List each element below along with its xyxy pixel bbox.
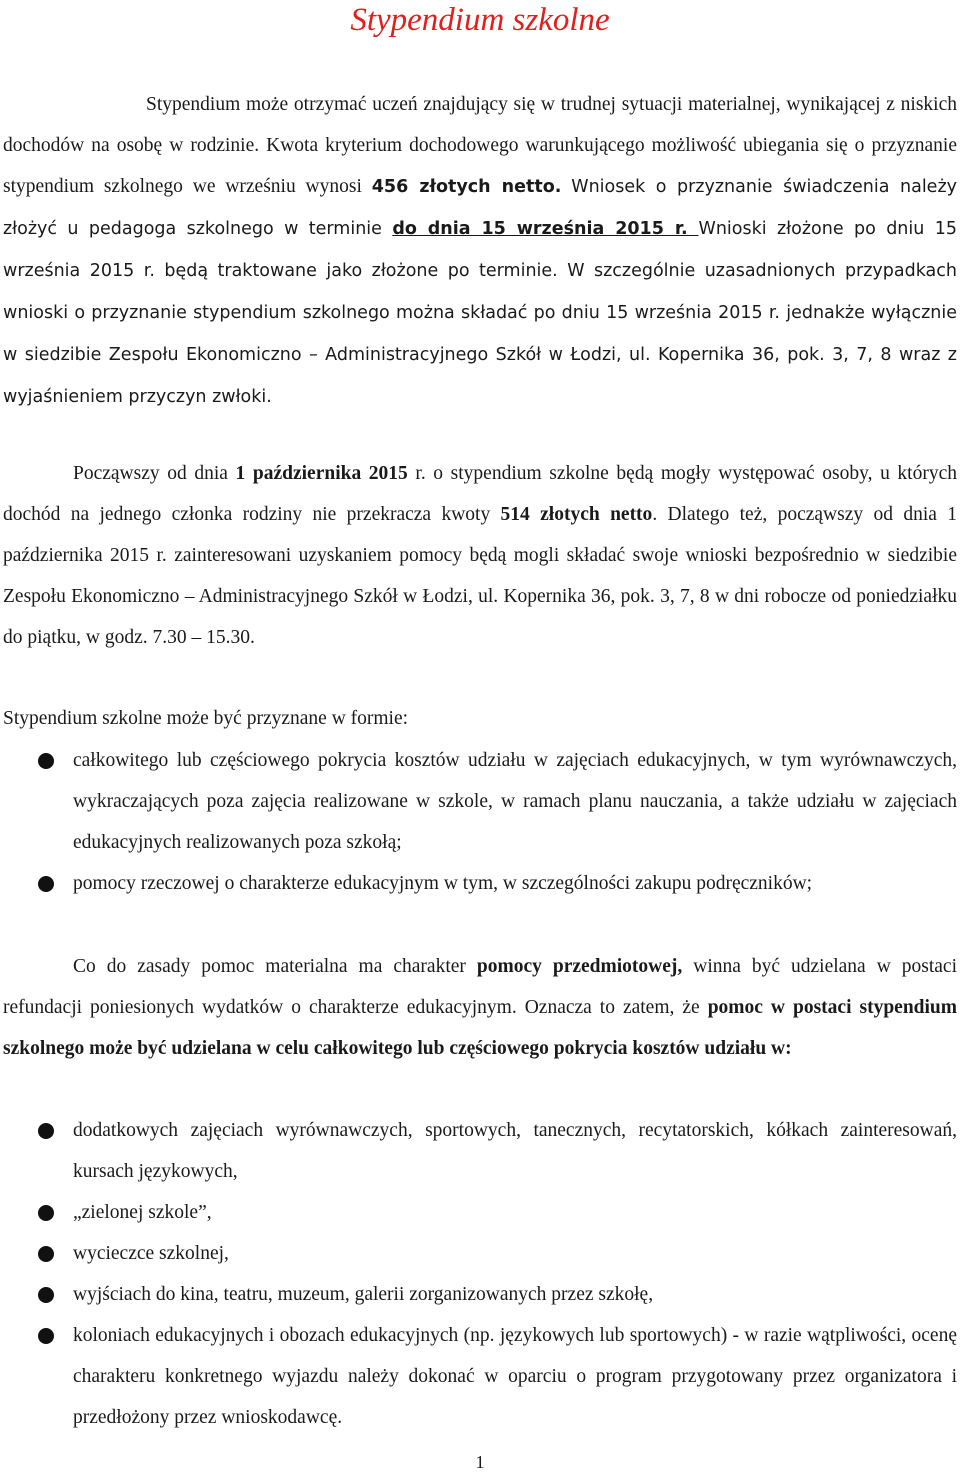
bold-phrase: pomocy przedmiotowej, (476, 956, 683, 977)
list-item-text: „zielonej szkole”, (73, 1202, 212, 1223)
list-item-text: dodatkowych zajęciach wyrównawczych, sportowych, tanecznych, recytatorskich, kółkach zainteresowań, kursach językowych, (73, 1120, 957, 1182)
forms-intro: Stypendium szkolne może być przyznane w formie: (3, 708, 409, 729)
paragraph-income-criterion (3, 84, 957, 418)
income-amount-bold: 514 złotych netto (500, 504, 653, 525)
list-item (0, 1233, 957, 1274)
list-item (0, 1192, 957, 1233)
income-amount-bold: 456 złotych netto. (371, 177, 562, 197)
bullet-icon (38, 1123, 54, 1139)
list-item-text: całkowitego lub częściowego pokrycia kosztów udziału w zajęciach edukacyjnych, w tym wyrównawczych, wykraczających poza zajęcia realizowane w szkole, w ramach planu nauczania, a także udziału w zajęciach edukacyjnych realizowanych poza szkołą; (73, 750, 957, 853)
date-bold: 1 października 2015 (235, 463, 408, 484)
page-title: Stypendium szkolne (350, 2, 610, 38)
paragraph-text: . Dlatego też, począwszy od dnia 1 października 2015 r. zainteresowani uzyskaniem pomocy będą mogli składać swoje wnioski bezpośrednio w siedzibie Zespołu Ekonomiczno – Administracyjnego Szkół w Łodzi, ul. Kopernika 36, pok. 3, 7, 8 w dni robocze od poniedziałku do piątku, w godz. 7.30 – 15.30. (3, 504, 957, 648)
paragraph-text: Stypendium może otrzymać uczeń znajdujący się w trudnej sytuacji materialnej, wynikającej z niskich dochodów na osobę w rodzinie. Kwota kryterium dochodowego warunkującego możliwość ubiegania się o przyznanie stypendium szkolnego we wrześniu wynosi (3, 94, 957, 197)
deadline-date: do dnia 15 września 2015 r. (392, 219, 699, 239)
list-item-text: pomocy rzeczowej o charakterze edukacyjnym w tym, w szczególności zakupu podręczników; (73, 873, 813, 894)
bullet-icon (38, 1328, 54, 1344)
paragraph-text: r. o stypendium szkolne będą mogły występować osoby, u których dochód na jednego członka rodziny nie przekracza kwoty (3, 463, 957, 525)
list-item (0, 740, 957, 863)
bold-phrase: pomoc w postaci stypendium szkolnego może być udzielana w celu całkowitego lub częściowego pokrycia kosztów udziału w: (3, 997, 958, 1059)
list-item (0, 863, 957, 904)
bullet-icon (38, 753, 54, 769)
bullet-icon (38, 1205, 54, 1221)
list-item (0, 1110, 957, 1192)
paragraph-refund (3, 946, 957, 1069)
forms-list (0, 740, 957, 904)
bullet-icon (38, 1246, 54, 1262)
bullet-icon (38, 1287, 54, 1303)
paragraph-text: Co do zasady pomoc materialna ma charakter (73, 956, 477, 977)
list-item-text: wycieczce szkolnej, (73, 1243, 229, 1264)
list-item-text: wyjściach do kina, teatru, muzeum, galerii zorganizowanych przez szkołę, (73, 1284, 654, 1305)
costs-list (0, 1110, 957, 1438)
list-item (0, 1315, 957, 1438)
page-number: 1 (475, 1452, 485, 1472)
paragraph-text: winna być udzielana w postaci refundacji poniesionych wydatków o charakterze edukacyjnym. Oznacza to zatem, że (3, 956, 957, 1018)
late-submission-text: Wnioski złożone po dniu 15 września 2015 r. będą traktowane jako złożone po terminie. W szczególnie uzasadnionych przypadkach wnioski o przyznanie stypendium szkolnego można składać po dniu 15 września 2015 r. jednakże wyłącznie w siedzibie Zespołu Ekonomiczno – Administracyjnego Szkół w Łodzi, ul. Kopernika 36, pok. 3, 7, 8 wraz z wyjaśnieniem przyczyn zwłoki. (3, 219, 958, 407)
deadline-sentence: Wniosek o przyznanie świadczenia należy złożyć u pedagoga szkolnego w terminie (3, 177, 957, 239)
list-item-text: koloniach edukacyjnych i obozach edukacyjnych (np. językowych lub sportowych) - w razie wątpliwości, ocenę charakteru konkretnego wyjazdu należy dokonać w oparciu o program przygotowany przez organizatora i przedłożony przez wnioskodawcę. (73, 1325, 957, 1428)
bullet-icon (38, 876, 54, 892)
paragraph-text: Począwszy od dnia (73, 463, 236, 484)
paragraph-october (3, 453, 957, 658)
list-item (0, 1274, 957, 1315)
